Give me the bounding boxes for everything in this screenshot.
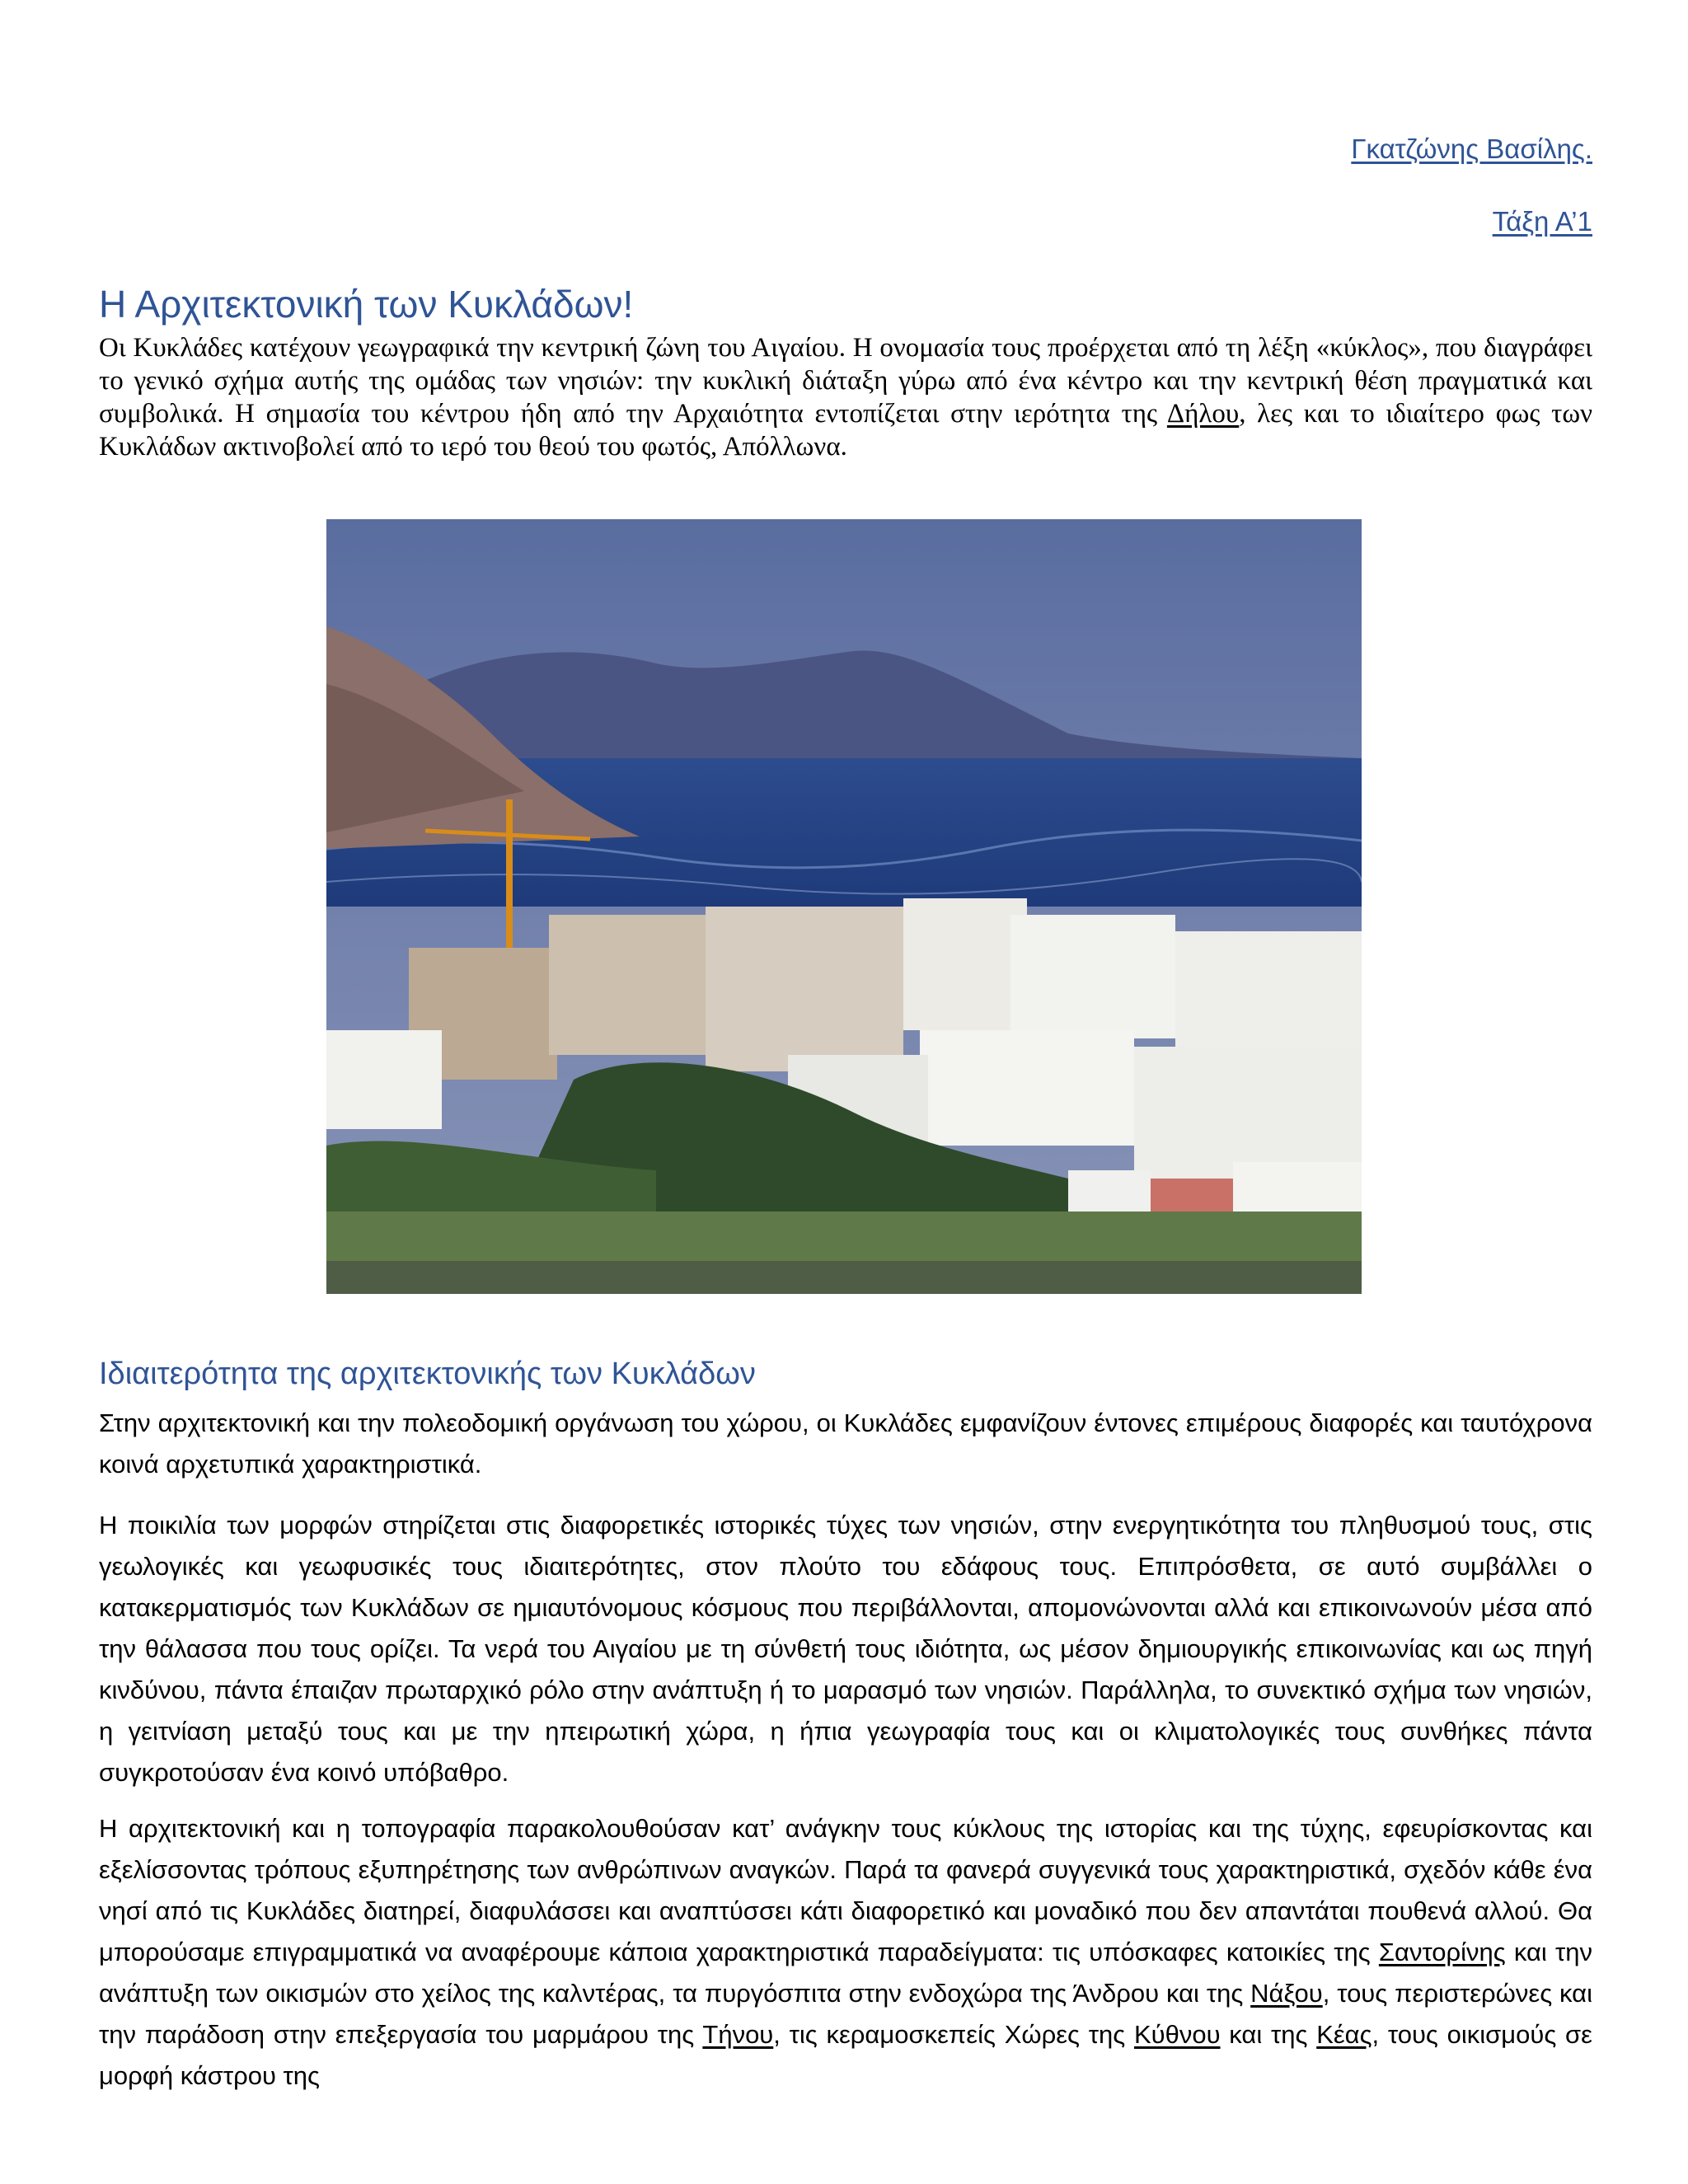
link-kea[interactable]: Κέας xyxy=(1316,2020,1372,2049)
p3-text-1: Η αρχιτεκτονική και η τοπογραφία παρακολουθούσαν κατ’ ανάγκην τους κύκλους της ιστορίας και της τύχης, εφευρίσκοντας και εξελίσσοντας τρόπους εξυπηρέτησης των ανθρώπινων αναγκών. Παρά τα φανερά συγγενικά τους χαρακτηριστικά, σχεδόν κάθε ένα νησί από τις Κυκλάδες διατηρεί, διαφυλάσσει και αναπτύσσει κάτι διαφορετικό και μοναδικό που δεν απαντάται πουθενά αλλού. Θα μπορούσαμε επιγραμματικά να αναφέρουμε κάποια χαρακτηριστικά παραδείγματα: τις υπόσκαφες κατοικίες της xyxy=(99,1814,1592,1966)
cyclades-town-photo xyxy=(326,519,1362,1294)
p3-text-6: , τους οικισμούς σε μορφή κάστρου της xyxy=(99,2020,1592,2090)
p3-text-4: , τις κεραμοσκεπείς Χώρες της xyxy=(773,2020,1134,2049)
section-heading: Ιδιαιτερότητα της αρχιτεκτονικής των Κυκλάδων xyxy=(99,1357,756,1391)
section-paragraph-2: Η ποικιλία των μορφών στηρίζεται στις διαφορετικές ιστορικές τύχες των νησιών, στην ενεργητικότητα του πληθυσμού τους, στις γεωλογικές και γεωφυσικές τους ιδιαιτερότητες, στον πλούτο του εδάφους τους. Επιπρόσθετα, σε αυτό συμβάλλει ο κατακερματισμός των Κυκλάδων σε ημιαυτόνομους κόσμους που περιβάλλονται, απομονώνονται αλλά και επικοινωνούν μέσα από την θάλασσα που τους ορίζει. Τα νερά του Αιγαίου με τη σύνθετή τους ιδιότητα, ως μέσον δημιουργικής επικοινωνίας και ως πηγή κινδύνου, πάντα έπαιζαν πρωταρχικό ρόλο στην ανάπτυξη ή το μαρασμό των νησιών. Παράλληλα, το συνεκτικό σχήμα των νησιών, η γειτνίαση μεταξύ τους και με την ηπειρωτική χώρα, η ήπια γεωγραφία τους και οι κλιματολογικές τους συνθήκες πάντα συγκροτούσαν ένα κοινό υπόβαθρο. xyxy=(99,1511,1592,1787)
intro-text-1: Οι Κυκλάδες κατέχουν γεωγραφικά την κεντρική ζώνη του Αιγαίου. Η ονομασία τους προέρχεται από τη λέξη «κύκλος», που διαγράφει το γενικό σχήμα αυτής της ομάδας των νησιών: την κυκλική διάταξη γύρω από ένα κέντρο και την κεντρική θέση πραγματικά και συμβολικά. Η σημασία του κέντρου ήδη από την Αρχαιότητα εντοπίζεται στην ιερότητα της xyxy=(99,333,1592,429)
intro-text-2: , λες και το ιδιαίτερο φως των Κυκλάδων ακτινοβολεί από το ιερό του θεού του φωτός, Απόλλωνα. xyxy=(99,399,1592,462)
link-naxos[interactable]: Νάξου xyxy=(1250,1979,1323,2008)
link-delos[interactable]: Δήλου xyxy=(1166,399,1240,429)
link-santorini[interactable]: Σαντορίνης xyxy=(1378,1938,1506,1966)
intro-paragraph xyxy=(99,331,1592,463)
section-paragraph-1: Στην αρχιτεκτονική και την πολεοδομική οργάνωση του χώρου, οι Κυκλάδες εμφανίζουν έντονες επιμέρους διαφορές και ταυτόχρονα κοινά αρχετυπικά χαρακτηριστικά. xyxy=(99,1408,1592,1479)
class-label: Τάξη Α’1 xyxy=(1492,206,1592,237)
p3-text-3: , τους περιστερώνες και την παράδοση στην επεξεργασία του μαρμάρου της xyxy=(99,1979,1592,2049)
link-tinos[interactable]: Τήνου xyxy=(702,2020,774,2049)
page-title: Η Αρχιτεκτονική των Κυκλάδων! xyxy=(99,283,634,326)
author-name: Γκατζώνης Βασίλης. xyxy=(1351,134,1592,164)
link-kythnos[interactable]: Κύθνου xyxy=(1133,2020,1221,2049)
section-paragraph-3 xyxy=(99,1808,1592,2097)
p3-text-2: και την ανάπτυξη των οικισμών στο χείλος της καλντέρας, τα πυργόσπιτα στην ενδοχώρα της Άνδρου και της xyxy=(99,1938,1592,2008)
p3-text-5: και της xyxy=(1220,2020,1317,2049)
